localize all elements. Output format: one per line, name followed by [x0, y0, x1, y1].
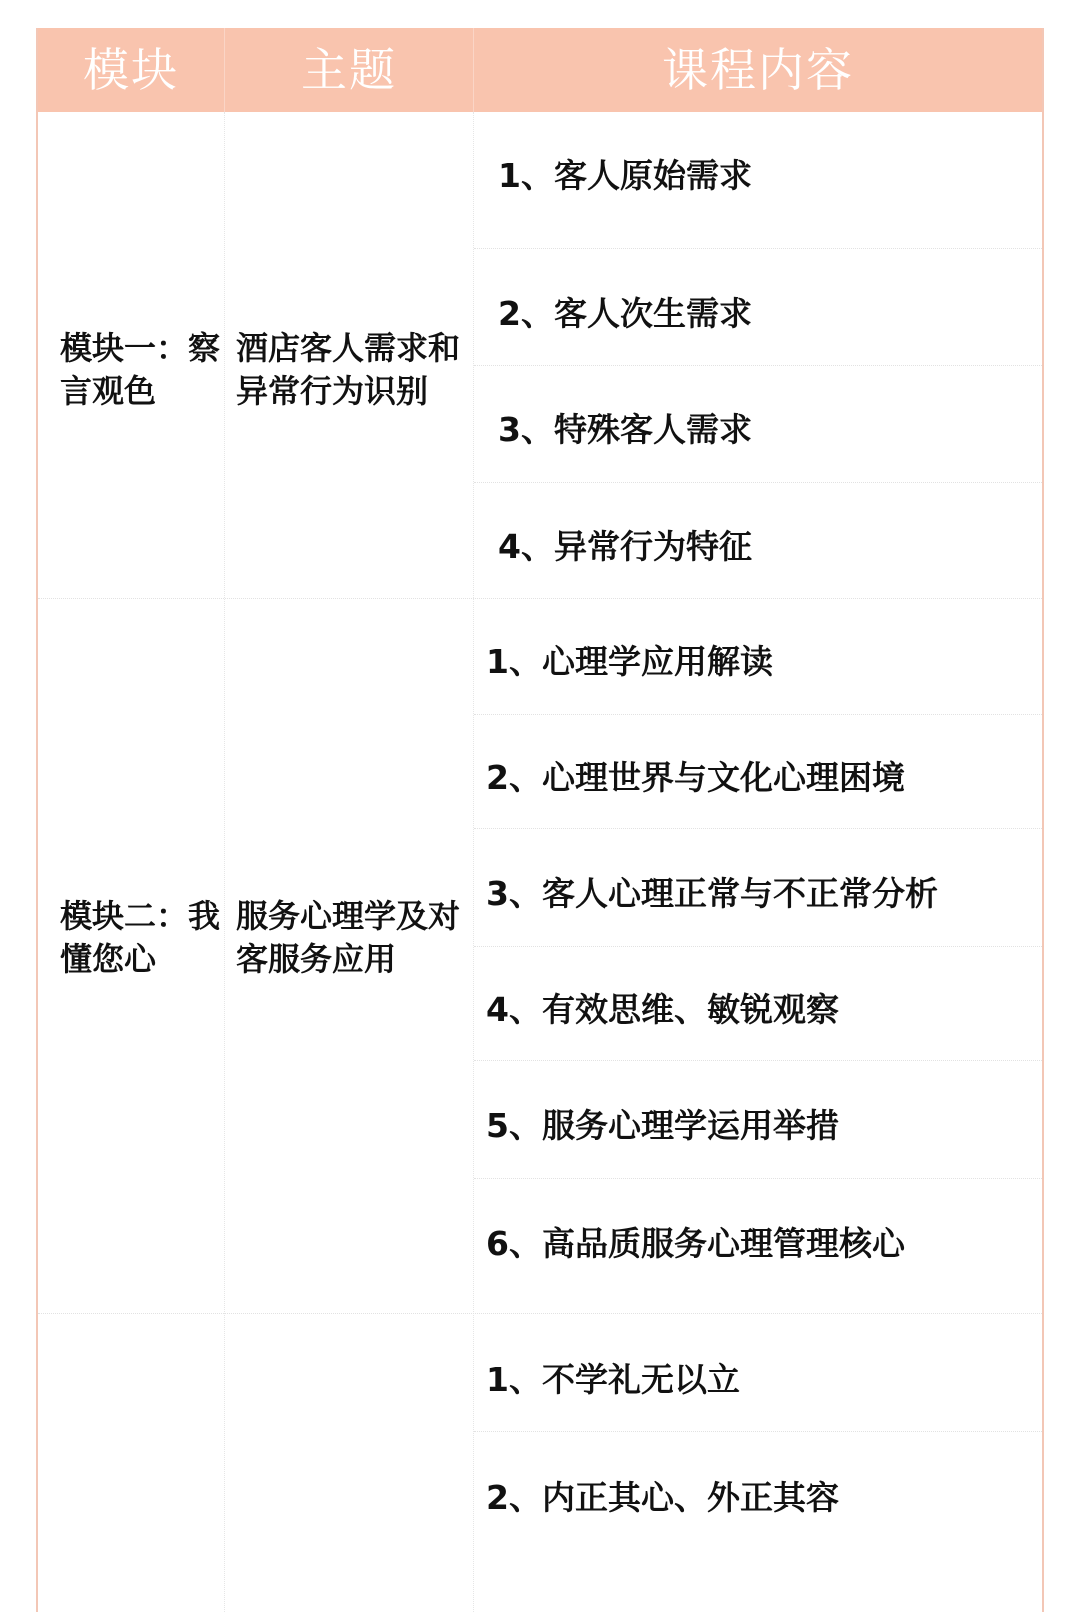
content-item: 2、心理世界与文化心理困境	[486, 758, 905, 797]
content-item: 4、有效思维、敏锐观察	[486, 990, 839, 1029]
content-item: 2、客人次生需求	[498, 294, 752, 333]
content-item: 2、内正其心、外正其容	[486, 1478, 839, 1517]
content-item: 4、异常行为特征	[498, 527, 752, 566]
item-divider	[474, 365, 1042, 366]
item-divider	[474, 248, 1042, 249]
module-cell: 模块一：察言观色	[60, 329, 221, 410]
content-item: 1、心理学应用解读	[486, 642, 773, 681]
item-divider	[474, 828, 1042, 829]
item-divider	[474, 1178, 1042, 1179]
content-item: 6、高品质服务心理管理核心	[486, 1224, 905, 1263]
content-item: 1、客人原始需求	[498, 156, 752, 195]
course-table	[36, 28, 1044, 1612]
content-item: 3、特殊客人需求	[498, 410, 752, 449]
header-topic: 主题	[301, 43, 397, 97]
item-divider	[474, 946, 1042, 947]
table-header	[38, 28, 1042, 112]
item-divider	[474, 714, 1042, 715]
header-content: 课程内容	[662, 43, 854, 97]
item-divider	[474, 1060, 1042, 1061]
content-item: 3、客人心理正常与不正常分析	[486, 874, 938, 913]
row-divider	[38, 1313, 1042, 1314]
topic-cell: 酒店客人需求和异常行为识别	[236, 329, 461, 410]
topic-cell: 服务心理学及对客服务应用	[236, 897, 461, 978]
module-cell: 模块二：我懂您心	[60, 897, 221, 978]
row-divider	[38, 598, 1042, 599]
column-divider	[224, 112, 225, 1612]
item-divider	[474, 1431, 1042, 1432]
content-item: 1、不学礼无以立	[486, 1360, 740, 1399]
content-item: 5、服务心理学运用举措	[486, 1106, 839, 1145]
header-module: 模块	[83, 43, 179, 97]
column-divider	[473, 112, 474, 1612]
item-divider	[474, 482, 1042, 483]
